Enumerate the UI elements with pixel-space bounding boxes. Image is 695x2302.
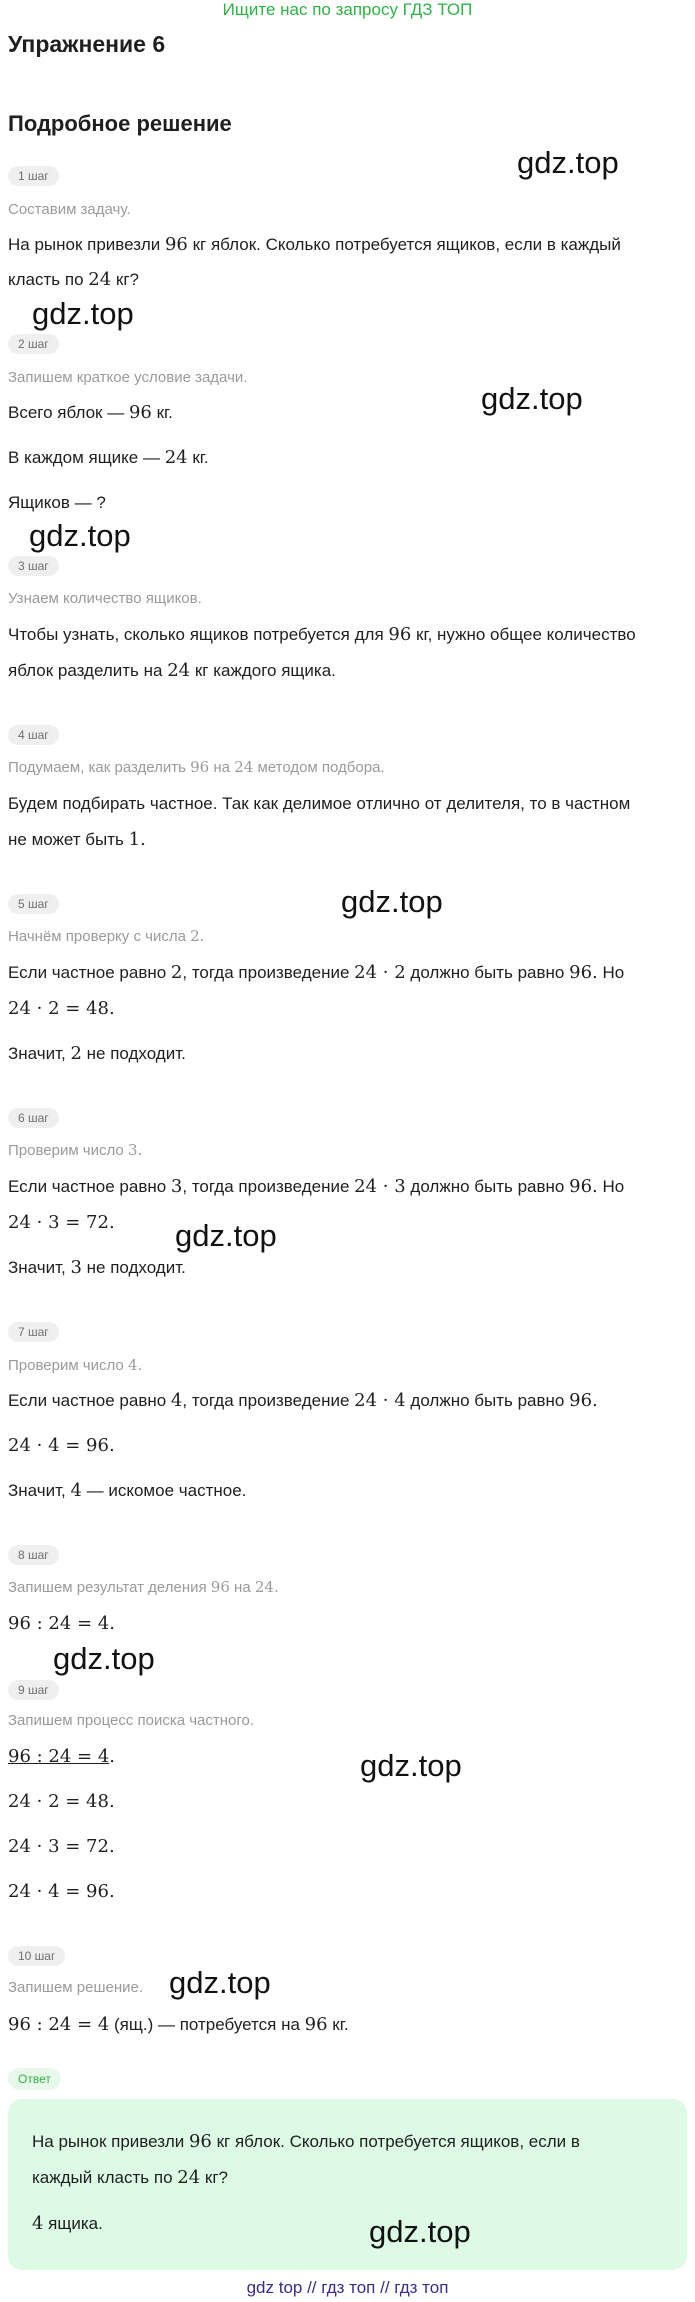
step-9-line-2: 24 · 2 = 48. xyxy=(8,1791,115,1812)
answer-line-1: На рынок привезли 96 кг яблок. Сколько потребуется ящиков, если в xyxy=(32,2131,580,2152)
step-10-badge: 10 шаг xyxy=(8,1946,65,1966)
step-7-line-1: Если частное равно 4, тогда произведение 24 · 4 должно быть равно 96. xyxy=(8,1390,598,1411)
step-7-badge: 7 шаг xyxy=(8,1322,59,1342)
step-6-line-2: 24 · 3 = 72. xyxy=(8,1212,115,1233)
step-9-hint: Запишем процесс поиска частного. xyxy=(8,1712,255,1729)
step-2-hint: Запишем краткое условие задачи. xyxy=(8,369,248,386)
step-10-line-1: 96 : 24 = 4 (ящ.) — потребуется на 96 кг. xyxy=(8,2014,349,2035)
step-5-line-3: Значит, 2 не подходит. xyxy=(8,1043,186,1064)
step-10-hint: Запишем решение. xyxy=(8,1979,143,1996)
step-5-badge: 5 шаг xyxy=(8,894,59,914)
step-4-badge: 4 шаг xyxy=(8,725,59,745)
step-3-line-1: Чтобы узнать, сколько ящиков потребуется для 96 кг, нужно общее количество xyxy=(8,624,636,645)
step-3-hint: Узнаем количество ящиков. xyxy=(8,590,202,607)
step-6-line-1: Если частное равно 3, тогда произведение 24 · 3 должно быть равно 96. Но xyxy=(8,1176,625,1197)
section-title: Подробное решение xyxy=(8,111,232,136)
step-2-line-2: В каждом ящике — 24 кг. xyxy=(8,447,209,468)
page-title: Упражнение 6 xyxy=(8,31,166,57)
watermark: gdz.top xyxy=(360,1748,462,1783)
step-7-line-3: Значит, 4 — искомое частное. xyxy=(8,1480,247,1501)
watermark: gdz.top xyxy=(175,1218,277,1253)
step-4-hint: Подумаем, как разделить 96 на 24 методом подбора. xyxy=(8,758,385,776)
step-6-badge: 6 шаг xyxy=(8,1108,59,1128)
answer-line-2: каждый класть по 24 кг? xyxy=(32,2167,228,2188)
step-9-line-1: 96 : 24 = 4. xyxy=(8,1746,116,1767)
watermark: gdz.top xyxy=(32,296,134,331)
answer-badge: Ответ xyxy=(8,2068,61,2090)
watermark: gdz.top xyxy=(29,518,131,553)
watermark: gdz.top xyxy=(169,1965,271,2000)
watermark: gdz.top xyxy=(481,381,583,416)
step-5-line-2: 24 · 2 = 48. xyxy=(8,998,115,1019)
step-8-line-1: 96 : 24 = 4. xyxy=(8,1613,116,1634)
watermark: gdz.top xyxy=(517,145,619,180)
step-9-badge: 9 шаг xyxy=(8,1680,59,1700)
step-2-line-1: Всего яблок — 96 кг. xyxy=(8,402,173,423)
step-9-line-3: 24 · 3 = 72. xyxy=(8,1836,115,1857)
step-3-badge: 3 шаг xyxy=(8,556,59,576)
step-2-line-3: Ящиков — ? xyxy=(8,493,106,512)
step-1-hint: Составим задачу. xyxy=(8,201,131,218)
watermark: gdz.top xyxy=(369,2214,471,2249)
footer-links[interactable]: gdz top // гдз топ // гдз топ xyxy=(246,2278,449,2297)
step-3-line-2: яблок разделить на 24 кг каждого ящика. xyxy=(8,660,336,681)
step-9-line-4: 24 · 4 = 96. xyxy=(8,1881,115,1902)
step-1-line-1: На рынок привезли 96 кг яблок. Сколько потребуется ящиков, если в каждый xyxy=(8,234,621,255)
step-5-hint: Начнём проверку с числа 2. xyxy=(8,927,205,945)
step-1-line-2: класть по 24 кг? xyxy=(8,269,139,290)
step-7-hint: Проверим число 4. xyxy=(8,1356,143,1374)
step-1-badge: 1 шаг xyxy=(8,166,59,186)
step-4-line-2: не может быть 1. xyxy=(8,829,146,850)
watermark: gdz.top xyxy=(53,1641,155,1676)
step-6-line-3: Значит, 3 не подходит. xyxy=(8,1257,186,1278)
step-2-badge: 2 шаг xyxy=(8,334,59,354)
step-6-hint: Проверим число 3. xyxy=(8,1141,143,1159)
step-8-hint: Запишем результат деления 96 на 24. xyxy=(8,1578,279,1596)
top-search-link[interactable]: Ищите нас по запросу ГДЗ ТОП xyxy=(222,0,473,19)
step-5-line-1: Если частное равно 2, тогда произведение 24 · 2 должно быть равно 96. Но xyxy=(8,962,625,983)
watermark: gdz.top xyxy=(341,884,443,919)
step-7-line-2: 24 · 4 = 96. xyxy=(8,1435,115,1456)
step-8-badge: 8 шаг xyxy=(8,1545,59,1565)
step-4-line-1: Будем подбирать частное. Так как делимое отлично от делителя, то в частном xyxy=(8,794,631,813)
answer-line-3: 4 ящика. xyxy=(32,2213,103,2234)
